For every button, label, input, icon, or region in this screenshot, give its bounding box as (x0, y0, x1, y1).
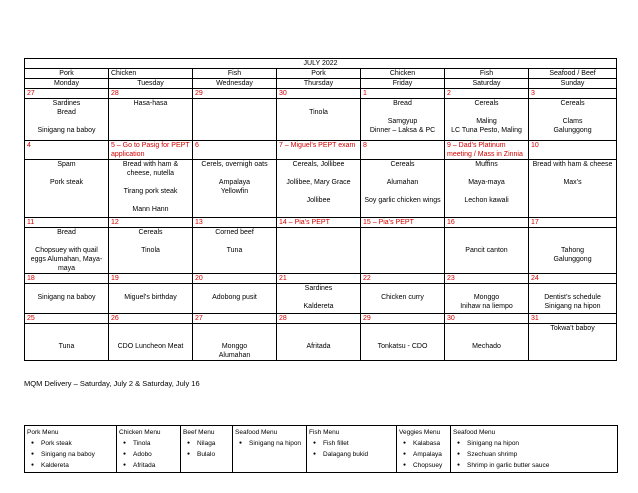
weekday-header: Friday (361, 79, 445, 89)
date-cell: 20 (193, 274, 277, 284)
menu-item: ● Bulalo (183, 449, 230, 460)
meal-cell (109, 284, 193, 314)
menu-legend (24, 425, 618, 473)
date-cell: 4 (25, 141, 109, 160)
date-cell: 25 (25, 314, 109, 324)
menu-item: ● Tinola (119, 438, 178, 449)
menu-item: ● Dalagang bukid (309, 449, 394, 460)
date-cell: 24 (529, 274, 617, 284)
meal-cell (361, 324, 445, 361)
meal-text: Monggo Inihaw na liempo (460, 294, 513, 310)
date-cell: 28 (277, 314, 361, 324)
date-cell: 17 (529, 218, 617, 228)
date-row (25, 141, 617, 160)
date-row (25, 314, 617, 324)
protein-header: Pork (25, 69, 109, 79)
menu-item: ● Szechuan shrimp (453, 449, 615, 460)
meal-cell (445, 228, 529, 274)
meal-cell (109, 324, 193, 361)
weekday-header: Saturday (445, 79, 529, 89)
meal-cell (193, 228, 277, 274)
menu-item: ● Sinigang na hipon (235, 438, 304, 449)
menu-title: Beef Menu (183, 429, 215, 436)
meal-cell (25, 228, 109, 274)
date-cell: 19 (109, 274, 193, 284)
menu-title: Veggies Menu (399, 429, 441, 436)
date-cell: 23 (445, 274, 529, 284)
meal-cell (529, 284, 617, 314)
menu-item: ● Shrimp in garlic butter sauce (453, 460, 615, 471)
protein-header: Fish (445, 69, 529, 79)
menu-cell (397, 426, 451, 473)
menu-title: Chicken Menu (119, 429, 161, 436)
menu-item: ● Chopsuey (399, 460, 448, 471)
menu-cell (307, 426, 397, 473)
date-cell: 27 (25, 89, 109, 99)
meal-text: Tinola (309, 109, 328, 116)
date-cell: 28 (109, 89, 193, 99)
protein-header: Fish (193, 69, 277, 79)
date-cell: 14 – Pia’s PEPT (277, 218, 361, 228)
menu-item: ● Sinigang na baboy (27, 449, 114, 460)
meal-text: Mechado (472, 343, 501, 350)
date-cell: 30 (277, 89, 361, 99)
meal-text: Adobong pusit (212, 294, 257, 301)
meal-cell (277, 324, 361, 361)
meal-text: Monggo Alumahan (218, 343, 251, 359)
date-cell: 10 (529, 141, 617, 160)
date-row (25, 218, 617, 228)
meal-cell (361, 160, 445, 218)
menu-list (235, 438, 304, 449)
meal-cell (277, 160, 361, 218)
meal-cell (445, 160, 529, 218)
menu-item: ● Ampalaya (399, 449, 448, 460)
meal-row (25, 228, 617, 274)
weekday-row (25, 79, 617, 89)
menu-cell (25, 426, 117, 473)
protein-row (25, 69, 617, 79)
menu-list (183, 438, 230, 460)
date-row (25, 89, 617, 99)
weekday-header: Tuesday (109, 79, 193, 89)
protein-header: Seafood / Beef (529, 69, 617, 79)
date-cell: 13 (193, 218, 277, 228)
date-cell: 31 (529, 314, 617, 324)
meal-cell (529, 99, 617, 141)
date-cell: 26 (109, 314, 193, 324)
meal-cell (25, 99, 109, 141)
weekday-header: Thursday (277, 79, 361, 89)
menu-item: ● Pork steak (27, 438, 114, 449)
date-cell: 1 (361, 89, 445, 99)
date-cell: 8 (361, 141, 445, 160)
meal-cell (193, 99, 277, 141)
date-cell: 27 (193, 314, 277, 324)
meal-text: Cereals Alumahan Soy garlic chicken wings (364, 161, 441, 204)
meal-cell (109, 160, 193, 218)
date-cell: 22 (361, 274, 445, 284)
date-cell: 18 (25, 274, 109, 284)
meal-text: Cereals Tinola (138, 229, 163, 254)
protein-header: Pork (277, 69, 361, 79)
calendar-title: JULY 2022 (25, 59, 617, 69)
weekday-header: Wednesday (193, 79, 277, 89)
meal-cell (277, 284, 361, 314)
date-cell: 30 (445, 314, 529, 324)
menu-cell (181, 426, 233, 473)
meal-text: Cerels, overnigh oats Ampalaya Yellowfin (201, 161, 268, 195)
menu-row (25, 426, 618, 473)
weekday-header: Monday (25, 79, 109, 89)
meal-cell (193, 324, 277, 361)
meal-cell (445, 324, 529, 361)
meal-cell (529, 160, 617, 218)
meal-cell (361, 284, 445, 314)
protein-header: Chicken (361, 69, 445, 79)
menu-title: Seafood Menu (235, 429, 278, 436)
menu-title: Seafood Menu (453, 429, 496, 436)
date-cell: 2 (445, 89, 529, 99)
menu-item: ● Fish fillet (309, 438, 394, 449)
menu-item: ● Kaldereta (27, 460, 114, 471)
meal-text: Tuna (58, 343, 75, 350)
meal-cell (445, 99, 529, 141)
date-cell: 3 (529, 89, 617, 99)
meal-cell (529, 324, 617, 361)
date-cell: 6 (193, 141, 277, 160)
menu-item: ● Nilaga (183, 438, 230, 449)
weekday-header: Sunday (529, 79, 617, 89)
menu-list (453, 438, 615, 471)
menu-list (309, 438, 394, 460)
meal-cell (277, 228, 361, 274)
menu-title: Pork Menu (27, 429, 59, 436)
meal-row (25, 284, 617, 314)
meal-text: Hasa-hasa (133, 100, 168, 107)
meal-text: Pancit canton (465, 247, 508, 254)
meal-text: Miguel’s birthday (124, 294, 177, 301)
meal-cell (361, 99, 445, 141)
meal-cell (25, 160, 109, 218)
meal-text: Afritada (306, 343, 331, 350)
date-cell: 29 (193, 89, 277, 99)
meal-row (25, 324, 617, 361)
meal-cell (193, 160, 277, 218)
date-cell: 9 – Dad’s Platinum meeting / Mass in Zinnia (445, 141, 529, 160)
menu-cell (451, 426, 618, 473)
meal-cell (25, 284, 109, 314)
menu-list (27, 438, 114, 471)
meal-text: CDO Luncheon Meat (117, 343, 184, 350)
date-cell: 16 (445, 218, 529, 228)
meal-text: Spam Pork steak (49, 161, 84, 186)
meal-text: Cereals, Jollibee Jollibee, Mary Grace Jollibee (286, 161, 351, 204)
date-cell: 7 – Miguel’s PEPT exam (277, 141, 361, 160)
meal-cell (529, 228, 617, 274)
menu-item: ● Afritada (119, 460, 178, 471)
meal-text: Sardines Kaldereta (303, 285, 334, 310)
menu-item: ● Sinigang na hipon (453, 438, 615, 449)
date-cell: 11 (25, 218, 109, 228)
meal-text: Corned beef Tuna (215, 229, 254, 254)
meal-text: Bread Chopsuey with quail eggs Alumahan, Maya-maya (30, 229, 103, 272)
meal-cell (109, 99, 193, 141)
meal-text: Sardines Bread Sinigang na baboy (37, 100, 96, 134)
meal-text: Tokwa’t baboy (550, 325, 595, 332)
meal-text: Dentist’s schedule Sinigang na hipon (544, 294, 601, 310)
meal-cell (277, 99, 361, 141)
meal-cell (25, 324, 109, 361)
meal-text: Chicken curry (381, 294, 424, 301)
meal-text: Cereals Clams Galunggong (553, 100, 592, 134)
meal-row (25, 99, 617, 141)
meal-cell (445, 284, 529, 314)
menu-list (399, 438, 448, 471)
meal-text: Cereals Maling LC Tuna Pesto, Maling (451, 100, 522, 134)
meal-cell (109, 228, 193, 274)
meal-text: Sinigang na baboy (37, 294, 96, 301)
menu-cell (117, 426, 181, 473)
meal-text: Tahong Galunggong (553, 247, 592, 263)
meal-cell (193, 284, 277, 314)
meal-text: Bread Samgyup Dinner – Laksa & PC (369, 100, 436, 134)
meal-cell (361, 228, 445, 274)
meal-text: Bread with ham & cheese Max’s (532, 161, 613, 186)
meal-text: Bread with ham & cheese, nutella Tirang pork steak Mann Hann (122, 161, 179, 213)
meal-calendar (24, 58, 617, 361)
date-cell: 15 – Pia’s PEPT (361, 218, 445, 228)
meal-text: Tonkatsu - CDO (377, 343, 428, 350)
meal-text: Muffins Maya-maya Lechon kawali (464, 161, 509, 204)
date-cell: 29 (361, 314, 445, 324)
menu-item: ● Kalabasa (399, 438, 448, 449)
protein-header: Chicken (109, 69, 193, 79)
menu-cell (233, 426, 307, 473)
date-cell: 12 (109, 218, 193, 228)
date-cell: 21 (277, 274, 361, 284)
date-cell: 5 – Go to Pasig for PEPT application (109, 141, 193, 160)
meal-row (25, 160, 617, 218)
menu-title: Fish Menu (309, 429, 340, 436)
delivery-note: MQM Delivery – Saturday, July 2 & Saturday, July 16 (24, 379, 200, 388)
menu-list (119, 438, 178, 471)
date-row (25, 274, 617, 284)
menu-item: ● Adobo (119, 449, 178, 460)
